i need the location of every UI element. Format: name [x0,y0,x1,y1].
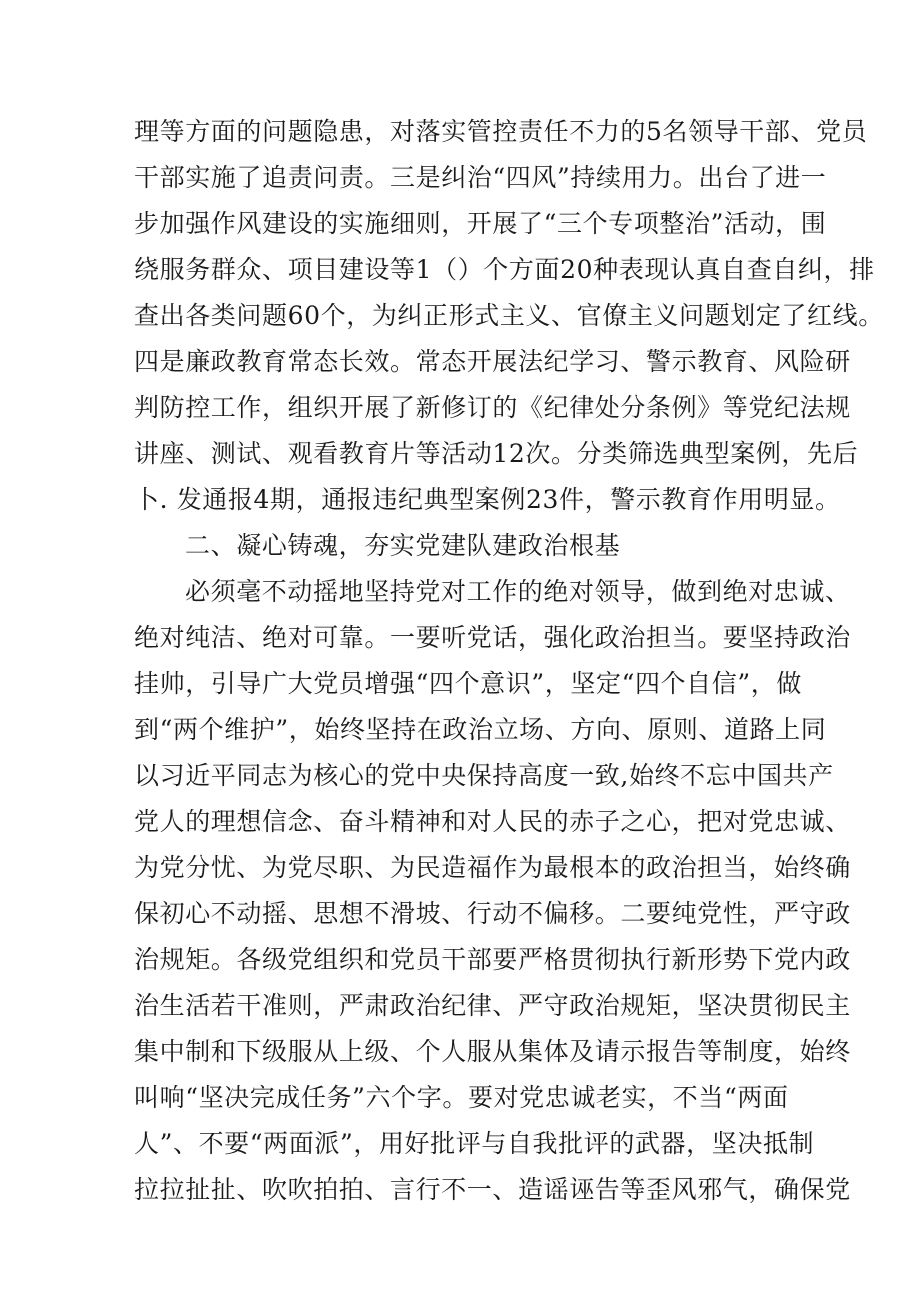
section-heading: 二、凝心铸魂，夯实党建队建政治根基 [185,531,621,560]
body-text-line: 理等方面的问题隐患，对落实管控责任不力的5名领导干部、党员 [134,117,868,146]
body-text-line: 保初心不动摇、思想不滑坡、行动不偏移。二要纯党性，严守政 [134,899,851,928]
body-text-line: 查出各类问题60个，为纠正形式主义、官僚主义问题划定了红线。 [134,301,884,330]
body-text-line: 步加强作风建设的实施细则，开展了“三个专项整治”活动，围 [134,209,827,238]
body-text-line: 绝对纯洁、绝对可靠。一要听党话，强化政治担当。要坚持政治 [134,623,851,652]
body-text-line: 为党分忧、为党尽职、为民造福作为最根本的政治担当，始终确 [134,853,851,882]
body-text-line: 人”、不要“两面派”，用好批评与自我批评的武器，坚决抵制 [134,1129,815,1158]
body-text-line: 治生活若干准则，严肃政治纪律、严守政治规矩，坚决贯彻民主 [134,991,851,1020]
body-text-line: 叫响“坚决完成任务”六个字。要对党忠诚老实，不当“两面 [134,1083,789,1112]
body-text-line: 必须毫不动摇地坚持党对工作的绝对领导，做到绝对忠诚、 [185,577,851,606]
body-text-line: 判防控工作，组织开展了新修订的《纪律处分条例》等党纪法规 [134,393,851,422]
body-text-line: 以习近平同志为核心的党中央保持高度一致,始终不忘中国共产 [134,761,834,790]
body-text-line: 绕服务群众、项目建设等1（）个方面20种表现认真自查自纠，排 [134,255,875,284]
body-text-line: 党人的理想信念、奋斗精神和对人民的赤子之心，把对党忠诚、 [134,807,851,836]
body-text-line: 到“两个维护”，始终坚持在政治立场、方向、原则、道路上同 [134,715,827,744]
body-text-line: 治规矩。各级党组织和党员干部要严格贯彻执行新形势下党内政 [134,945,851,974]
body-text-line: 挂帅，引导广大党员增强“四个意识”，坚定“四个自信”，做 [134,669,802,698]
body-text-line: 拉拉扯扯、吹吹拍拍、言行不一、造谣诬告等歪风邪气，确保党 [134,1175,851,1204]
body-text-line: 讲座、测试、观看教育片等活动12次。分类筛选典型案例，先后 [134,439,859,468]
body-text-line: 干部实施了追责问责。三是纠治“四风”持续用力。出台了进一 [134,163,827,192]
body-text-line: 四是廉政教育常态长效。常态开展法纪学习、警示教育、风险研 [134,347,851,376]
body-text-line: 集中制和下级服从上级、个人服从集体及请示报告等制度，始终 [134,1037,851,1066]
body-text-line: 卜. 发通报4期，通报违纪典型案例23件，警示教育作用明显。 [134,485,841,514]
